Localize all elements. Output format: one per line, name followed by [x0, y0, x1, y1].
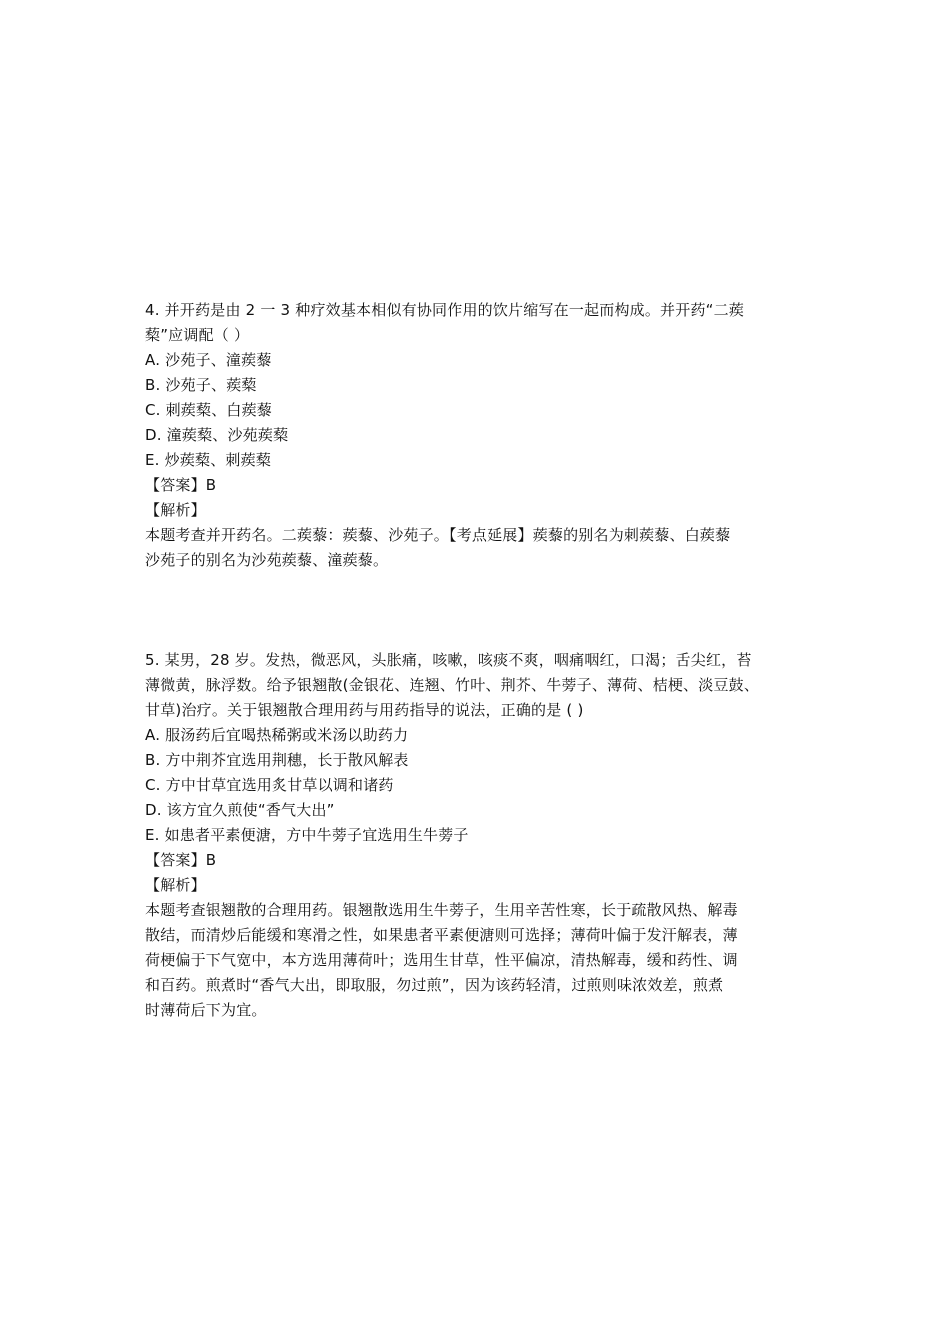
option-d: D. 潼蒺蔾、沙苑蒺蔾: [145, 426, 289, 444]
option-c: C. 刺蒺蔾、白蒺藜: [145, 401, 273, 419]
option-b: B. 方中荆芥宜选用荆穗，长于散风解表: [145, 751, 409, 769]
analysis-line: 荷梗偏于下气宽中，本方选用薄荷叶；选用生甘草，性平偏凉，清热解毒，缓和药性、调: [145, 951, 738, 969]
answer-label: 【答案】B: [145, 851, 217, 869]
question-stem-line: 薄微黄，脉浮数。给予银翘散(金银花、连翘、竹叶、荆芥、牛蒡子、薄荷、桔梗、淡豆鼓、: [145, 676, 760, 694]
question-5: [145, 648, 810, 1023]
analysis-line: 和百药。煎煮时“香气大出，即取服，勿过煎”，因为该药轻清，过煎则味浓效差，煎煮: [145, 976, 724, 994]
analysis-line: 本题考查并开药名。二蒺藜：蒺藜、沙苑子。【考点延展】蒺藜的别名为刺蒺藜、白蒺藜: [145, 526, 731, 544]
option-d: D. 该方宜久煎使“香气大出”: [145, 801, 335, 819]
option-e: E. 如患者平素便溏，方中牛蒡子宜选用生牛蒡子: [145, 826, 469, 844]
question-4: [145, 298, 810, 573]
question-stem-line: 4. 并开药是由 2 一 3 种疗效基本相似有协同作用的饮片缩写在一起而构成。并开药“二蒺: [145, 301, 745, 319]
analysis-line: 时薄荷后下为宜。: [145, 1001, 267, 1019]
option-c: C. 方中甘草宜选用炙甘草以调和诸药: [145, 776, 394, 794]
analysis-line: 沙苑子的别名为沙苑蒺藜、潼蒺藜。: [145, 551, 389, 569]
question-stem-line: 蔾”应调配（ ）: [145, 326, 250, 344]
question-stem-line: 5. 某男，28 岁。发热，微恶风，头胀痛，咳嗽，咳痰不爽，咽痛咽红，口渴；舌尖红，苔: [145, 651, 752, 669]
option-b: B. 沙苑子、蒺蔾: [145, 376, 257, 394]
analysis-line: 散结，而清炒后能缓和寒滑之性，如果患者平素便溏则可选择；薄荷叶偏于发汗解表，薄: [145, 926, 738, 944]
answer-label: 【答案】B: [145, 476, 217, 494]
option-e: E. 炒蒺蔾、刺蒺蔾: [145, 451, 272, 469]
analysis-label: 【解析】: [145, 876, 206, 894]
analysis-label: 【解析】: [145, 501, 206, 519]
question-stem-line: 甘草)治疗。关于银翘散合理用药与用药指导的说法，正确的是 ( ): [145, 701, 584, 719]
option-a: A. 沙苑子、潼蒺藜: [145, 351, 272, 369]
analysis-line: 本题考查银翘散的合理用药。银翘散选用生牛蒡子，生用辛苦性寒，长于疏散风热、解毒: [145, 901, 738, 919]
option-a: A. 服汤药后宜喝热稀粥或米汤以助药力: [145, 726, 409, 744]
